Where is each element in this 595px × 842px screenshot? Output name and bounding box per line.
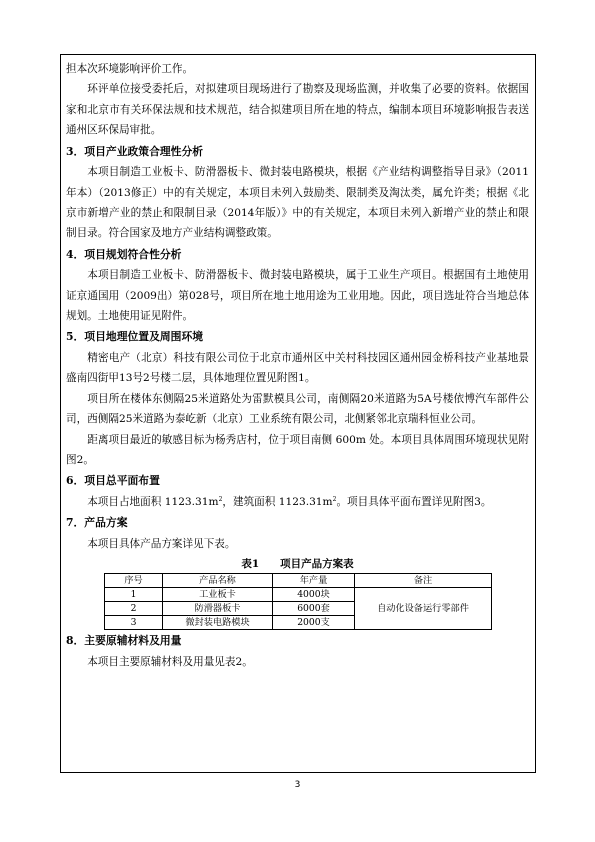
- page-frame: [60, 54, 536, 773]
- page-number: 3: [294, 780, 301, 790]
- paragraph-sensitive-target: 距离项目最近的敏感目标为杨秀店村，位于项目南侧 600m 处。本项目具体周围环境现状见附图2。: [66, 433, 529, 466]
- heading-layout: 6．项目总平面布置: [66, 474, 160, 488]
- area-text-2: ，建筑面积 1123.31m: [222, 495, 333, 508]
- cell-product-name: 防滑器板卡: [163, 602, 273, 616]
- cell-remark: 自动化设备运行零部件: [355, 588, 492, 630]
- document-body: [66, 59, 529, 672]
- cell-index: 1: [105, 588, 163, 602]
- area-text-1: 本项目占地面积 1123.31m: [87, 495, 219, 508]
- paragraph-commission: 环评单位接受委托后，对拟建项目现场进行了勘察及现场监测，并收集了必要的资料。依据国家和北京市有关环保法规和技术规范，结合拟建项目所在地的特点，编制本项目环境影响报告表送通州区环保局审批。: [66, 83, 529, 137]
- area-text-3: 。项目具体平面布置详见附图3。: [336, 495, 492, 508]
- cell-index: 2: [105, 602, 163, 616]
- header-remark: 备注: [355, 574, 492, 588]
- paragraph-raw-materials: 本项目主要原辅材料及用量见表2。: [87, 655, 253, 668]
- heading-industry-policy: 3．项目产业政策合理性分析: [66, 144, 204, 158]
- cell-annual-output: 2000支: [273, 616, 355, 630]
- heading-raw-materials: 8．主要原辅材料及用量: [66, 634, 182, 648]
- cell-index: 3: [105, 616, 163, 630]
- area-superscript-2: 2: [332, 495, 337, 503]
- table-caption: 表1 项目产品方案表: [241, 558, 354, 571]
- header-index: 序号: [105, 574, 163, 588]
- paragraph-product-plan: 本项目具体产品方案详见下表。: [87, 537, 236, 550]
- header-product-name: 产品名称: [163, 574, 273, 588]
- header-annual-output: 年产量: [273, 574, 355, 588]
- cell-product-name: 工业板卡: [163, 588, 273, 602]
- area-superscript-1: 2: [218, 495, 223, 503]
- table-header-row: [105, 574, 492, 588]
- heading-product-plan: 7．产品方案: [66, 516, 128, 530]
- paragraph-planning: 本项目制造工业板卡、防滑器板卡、微封装电路模块，属于工业生产项目。根据国有土地使用证京通国用（2009出）第028号，项目所在地土地用途为工业用地。因此，项目选址符合当地总体规划。土地使用证见附件。: [66, 269, 529, 323]
- cell-annual-output: 6000套: [273, 602, 355, 616]
- paragraph-surroundings: 项目所在楼体东侧隔25米道路处为雷默模具公司，南侧隔20米道路为5A号楼依博汽车部件公司，西侧隔25米道路为泰屹新（北京）工业系统有限公司，北侧紧邻北京瑞科恒业公司。: [66, 392, 529, 426]
- heading-location: 5．项目地理位置及周围环境: [66, 330, 204, 344]
- product-plan-table: [104, 573, 492, 630]
- paragraph-location: 精密电产（北京）科技有限公司位于北京市通州区中关村科技园区通州园金桥科技产业基地景盛南四街甲13号2号楼二层，具体地理位置见附图1。: [66, 351, 529, 385]
- cell-annual-output: 4000块: [273, 588, 355, 602]
- heading-planning: 4．项目规划符合性分析: [66, 247, 182, 261]
- cell-product-name: 微封装电路模块: [163, 616, 273, 630]
- table-row: [105, 588, 492, 602]
- paragraph-continuation: 担本次环境影响评价工作。: [66, 63, 194, 75]
- paragraph-area: [66, 492, 529, 512]
- paragraph-industry-policy: 本项目制造工业板卡、防滑器板卡、微封装电路模块，根据《产业结构调整指导目录》（2011年本）（2013修正）中的有关规定，本项目未列入鼓励类、限制类及淘汰类，属允许类；根据《北京市新增产业的禁止和限制目录（2014年版）》中的有关规定，本项目未列入新增产业的禁止和限制目录。符合国家及地方产业结构调整政策。: [66, 166, 529, 240]
